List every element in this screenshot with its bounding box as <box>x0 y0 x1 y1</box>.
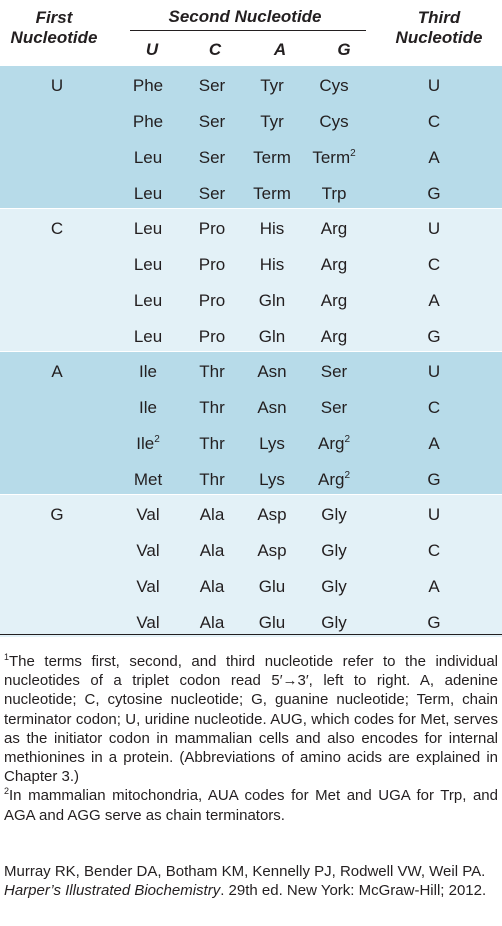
source-citation <box>4 862 498 900</box>
amino-acid-cell-u-text: Val <box>136 613 160 632</box>
third-nucleotide-cell-text: A <box>428 148 440 167</box>
third-nucleotide-cell-text: G <box>427 327 441 346</box>
amino-acid-cell-g <box>294 569 374 605</box>
third-nucleotide-cell <box>394 68 474 104</box>
amino-acid-cell-a-text: Glu <box>258 613 286 632</box>
third-nucleotide-cell <box>394 426 474 462</box>
third-nucleotide-cell-text: U <box>427 76 441 95</box>
second-nucleotide-header: Second Nucleotide <box>168 7 322 26</box>
first-nucleotide-header-line2: Nucleotide <box>10 28 98 47</box>
amino-acid-cell-g-footnote-marker: 2 <box>350 148 356 159</box>
amino-acid-cell-u-text: Leu <box>133 255 163 274</box>
amino-acid-cell-a-text: Lys <box>259 470 285 489</box>
amino-acid-cell-g-text: Arg <box>317 434 345 453</box>
third-nucleotide-cell <box>394 354 474 390</box>
footnote-1-text: The terms first, second, and third nucleotide refer to the individual nucleotides of a triplet codon read 5′→3′, left to right. A, adenine nucleotide; C, cytosine nucleotide; G, guanine nucleotide; Term, chain terminator codon; U, uridine nucleotide. AUG, which codes for Met, serves as the initiator codon in mammalian cells and also encodes for internal methionines in a protein. (Abbreviations of amino acids are explained in Chapter 3.) <box>4 653 498 786</box>
amino-acid-cell-g <box>294 354 374 390</box>
codon-group <box>0 66 502 209</box>
amino-acid-cell-g-text: Term <box>312 148 351 167</box>
amino-acid-cell-c-text: Thr <box>199 470 225 489</box>
third-nucleotide-cell-text: C <box>427 255 441 274</box>
amino-acid-cell-u-text: Val <box>136 541 160 560</box>
amino-acid-cell-u-text: Val <box>136 577 160 596</box>
second-nucleotide-rule <box>130 30 366 31</box>
table-header <box>0 0 502 66</box>
second-sub-label-a: A <box>273 40 287 59</box>
amino-acid-cell-a-text: Asn <box>257 398 287 417</box>
third-nucleotide-cell <box>394 497 474 533</box>
third-nucleotide-cell-text: C <box>427 112 441 131</box>
amino-acid-cell-a-text: Tyr <box>260 112 284 131</box>
amino-acid-cell-u-text: Val <box>136 505 160 524</box>
amino-acid-cell-g-text: Arg <box>320 291 348 310</box>
third-nucleotide-cell <box>394 319 474 355</box>
amino-acid-cell-g-text: Arg <box>320 255 348 274</box>
third-nucleotide-header <box>384 8 494 48</box>
amino-acid-cell-c-text: Pro <box>198 291 226 310</box>
amino-acid-cell-g <box>294 390 374 426</box>
footnote-2-text: In mammalian mitochondria, AUA codes for Met and UGA for Trp, and AGA and AGG serve as chain terminators. <box>4 787 498 824</box>
amino-acid-cell-a-text: Term <box>253 184 291 203</box>
codon-group <box>0 352 502 495</box>
amino-acid-cell-g <box>294 68 374 104</box>
amino-acid-cell-g-text: Arg <box>317 470 345 489</box>
codon-group <box>0 209 502 352</box>
second-sub-label-g: G <box>337 40 351 59</box>
amino-acid-cell-a-text: Term <box>253 148 291 167</box>
first-nucleotide-header <box>0 8 108 48</box>
footnote-1 <box>4 652 498 786</box>
citation-rest: . 29th ed. New York: McGraw-Hill; 2012. <box>220 882 487 900</box>
amino-acid-cell-u-text: Met <box>133 470 163 489</box>
footnote-1-marker: 1 <box>4 652 10 662</box>
amino-acid-cell-u-footnote-marker: 2 <box>154 434 160 445</box>
amino-acid-cell-g-text: Arg <box>320 219 348 238</box>
third-nucleotide-cell-text: G <box>427 470 441 489</box>
amino-acid-cell-g-footnote-marker: 2 <box>344 434 351 445</box>
amino-acid-cell-a-text: His <box>259 255 285 274</box>
amino-acid-cell-u-text: Phe <box>132 76 164 95</box>
amino-acid-cell-a-text: Gln <box>258 291 286 310</box>
amino-acid-cell-g-text: Gly <box>321 577 347 596</box>
third-nucleotide-cell-text: U <box>427 219 441 238</box>
amino-acid-cell-a-text: Lys <box>259 434 285 453</box>
amino-acid-cell-a-text: Tyr <box>260 76 284 95</box>
amino-acid-cell-u-text: Phe <box>132 112 164 131</box>
first-nucleotide-cell: G <box>50 505 64 524</box>
amino-acid-cell-g <box>294 283 374 319</box>
amino-acid-cell-g-footnote-marker: 2 <box>344 470 351 481</box>
amino-acid-cell-a-text: Glu <box>258 577 286 596</box>
citation-authors: Murray RK, Bender DA, Botham KM, Kennelly PJ, Rodwell VW, Weil PA. <box>4 863 486 880</box>
amino-acid-cell-c-text: Ala <box>199 505 225 524</box>
amino-acid-cell-u-text: Leu <box>133 184 163 203</box>
third-nucleotide-cell <box>394 462 474 498</box>
amino-acid-cell-a-text: His <box>259 219 285 238</box>
first-nucleotide-cell: A <box>51 362 63 381</box>
amino-acid-cell-g <box>294 497 374 533</box>
amino-acid-cell-c-text: Pro <box>198 219 226 238</box>
amino-acid-cell-u-text: Leu <box>133 291 163 310</box>
first-nucleotide-header-line1: First <box>35 8 73 27</box>
third-nucleotide-cell <box>394 569 474 605</box>
third-nucleotide-cell <box>394 605 474 641</box>
amino-acid-cell-g-text: Ser <box>320 398 348 417</box>
amino-acid-cell-a-text: Asp <box>257 541 287 560</box>
third-nucleotide-cell <box>394 390 474 426</box>
amino-acid-cell-c-text: Thr <box>199 398 225 417</box>
third-nucleotide-cell-text: U <box>427 362 441 381</box>
third-nucleotide-cell <box>394 176 474 212</box>
amino-acid-cell-u-text: Ile <box>139 398 157 417</box>
amino-acid-cell-c-text: Pro <box>198 255 226 274</box>
third-nucleotide-cell <box>394 140 474 176</box>
second-sub-label-u: U <box>145 40 159 59</box>
footnote-2-marker: 2 <box>4 786 10 797</box>
amino-acid-cell-g <box>294 247 374 283</box>
footnotes <box>4 652 498 825</box>
amino-acid-cell-u-text: Ile <box>136 434 155 453</box>
amino-acid-cell-c-text: Ser <box>198 76 226 95</box>
amino-acid-cell-g <box>294 462 374 498</box>
first-nucleotide-cell: C <box>50 219 64 238</box>
amino-acid-cell-u-text: Leu <box>133 148 163 167</box>
third-nucleotide-cell-text: U <box>427 505 441 524</box>
amino-acid-cell-c-text: Pro <box>198 327 226 346</box>
amino-acid-cell-c-text: Ala <box>199 577 225 596</box>
table-bottom-rule <box>0 634 502 635</box>
third-nucleotide-cell <box>394 211 474 247</box>
amino-acid-cell-g <box>294 176 374 212</box>
amino-acid-cell-g <box>294 426 374 462</box>
third-nucleotide-cell-text: C <box>427 541 441 560</box>
amino-acid-cell-g-text: Cys <box>319 76 349 95</box>
amino-acid-cell-a-text: Asp <box>257 505 287 524</box>
amino-acid-cell-c-text: Ala <box>199 541 225 560</box>
third-nucleotide-cell-text: C <box>427 398 441 417</box>
citation-title: Harper’s Illustrated Biochemistry <box>4 882 221 900</box>
amino-acid-cell-g-text: Gly <box>321 613 347 632</box>
third-nucleotide-cell-text: A <box>428 434 440 453</box>
second-sub-label-c: C <box>208 40 222 59</box>
first-nucleotide-cell: U <box>50 76 64 95</box>
amino-acid-cell-u-text: Leu <box>133 327 163 346</box>
amino-acid-cell-c-text: Ala <box>199 613 225 632</box>
amino-acid-cell-g-text: Gly <box>321 541 347 560</box>
amino-acid-cell-g <box>294 533 374 569</box>
amino-acid-cell-a-text: Asn <box>257 362 287 381</box>
third-nucleotide-cell <box>394 104 474 140</box>
amino-acid-cell-g <box>294 211 374 247</box>
amino-acid-cell-c-text: Ser <box>198 148 226 167</box>
amino-acid-cell-c-text: Ser <box>198 112 226 131</box>
third-nucleotide-header-line2: Nucleotide <box>395 28 483 47</box>
third-nucleotide-header-line1: Third <box>417 8 461 27</box>
third-nucleotide-cell-text: A <box>428 577 440 596</box>
third-nucleotide-cell <box>394 283 474 319</box>
codon-table-body <box>0 66 502 638</box>
amino-acid-cell-c-text: Thr <box>199 434 225 453</box>
amino-acid-cell-g-text: Trp <box>321 184 347 203</box>
amino-acid-cell-g-text: Cys <box>319 112 349 131</box>
amino-acid-cell-g-text: Ser <box>320 362 348 381</box>
third-nucleotide-cell-text: A <box>428 291 440 310</box>
amino-acid-cell-c-text: Thr <box>199 362 225 381</box>
amino-acid-cell-g <box>294 605 374 641</box>
third-nucleotide-cell-text: G <box>427 184 441 203</box>
third-nucleotide-cell-text: G <box>427 613 441 632</box>
codon-group <box>0 495 502 638</box>
amino-acid-cell-g <box>294 104 374 140</box>
third-nucleotide-cell <box>394 247 474 283</box>
amino-acid-cell-a-text: Gln <box>258 327 286 346</box>
amino-acid-cell-c-text: Ser <box>198 184 226 203</box>
amino-acid-cell-g-text: Arg <box>320 327 348 346</box>
amino-acid-cell-g-text: Gly <box>321 505 347 524</box>
amino-acid-cell-u-text: Ile <box>139 362 157 381</box>
amino-acid-cell-u-text: Leu <box>133 219 163 238</box>
third-nucleotide-cell <box>394 533 474 569</box>
amino-acid-cell-g <box>294 140 374 176</box>
amino-acid-cell-g <box>294 319 374 355</box>
footnote-2 <box>4 786 498 824</box>
